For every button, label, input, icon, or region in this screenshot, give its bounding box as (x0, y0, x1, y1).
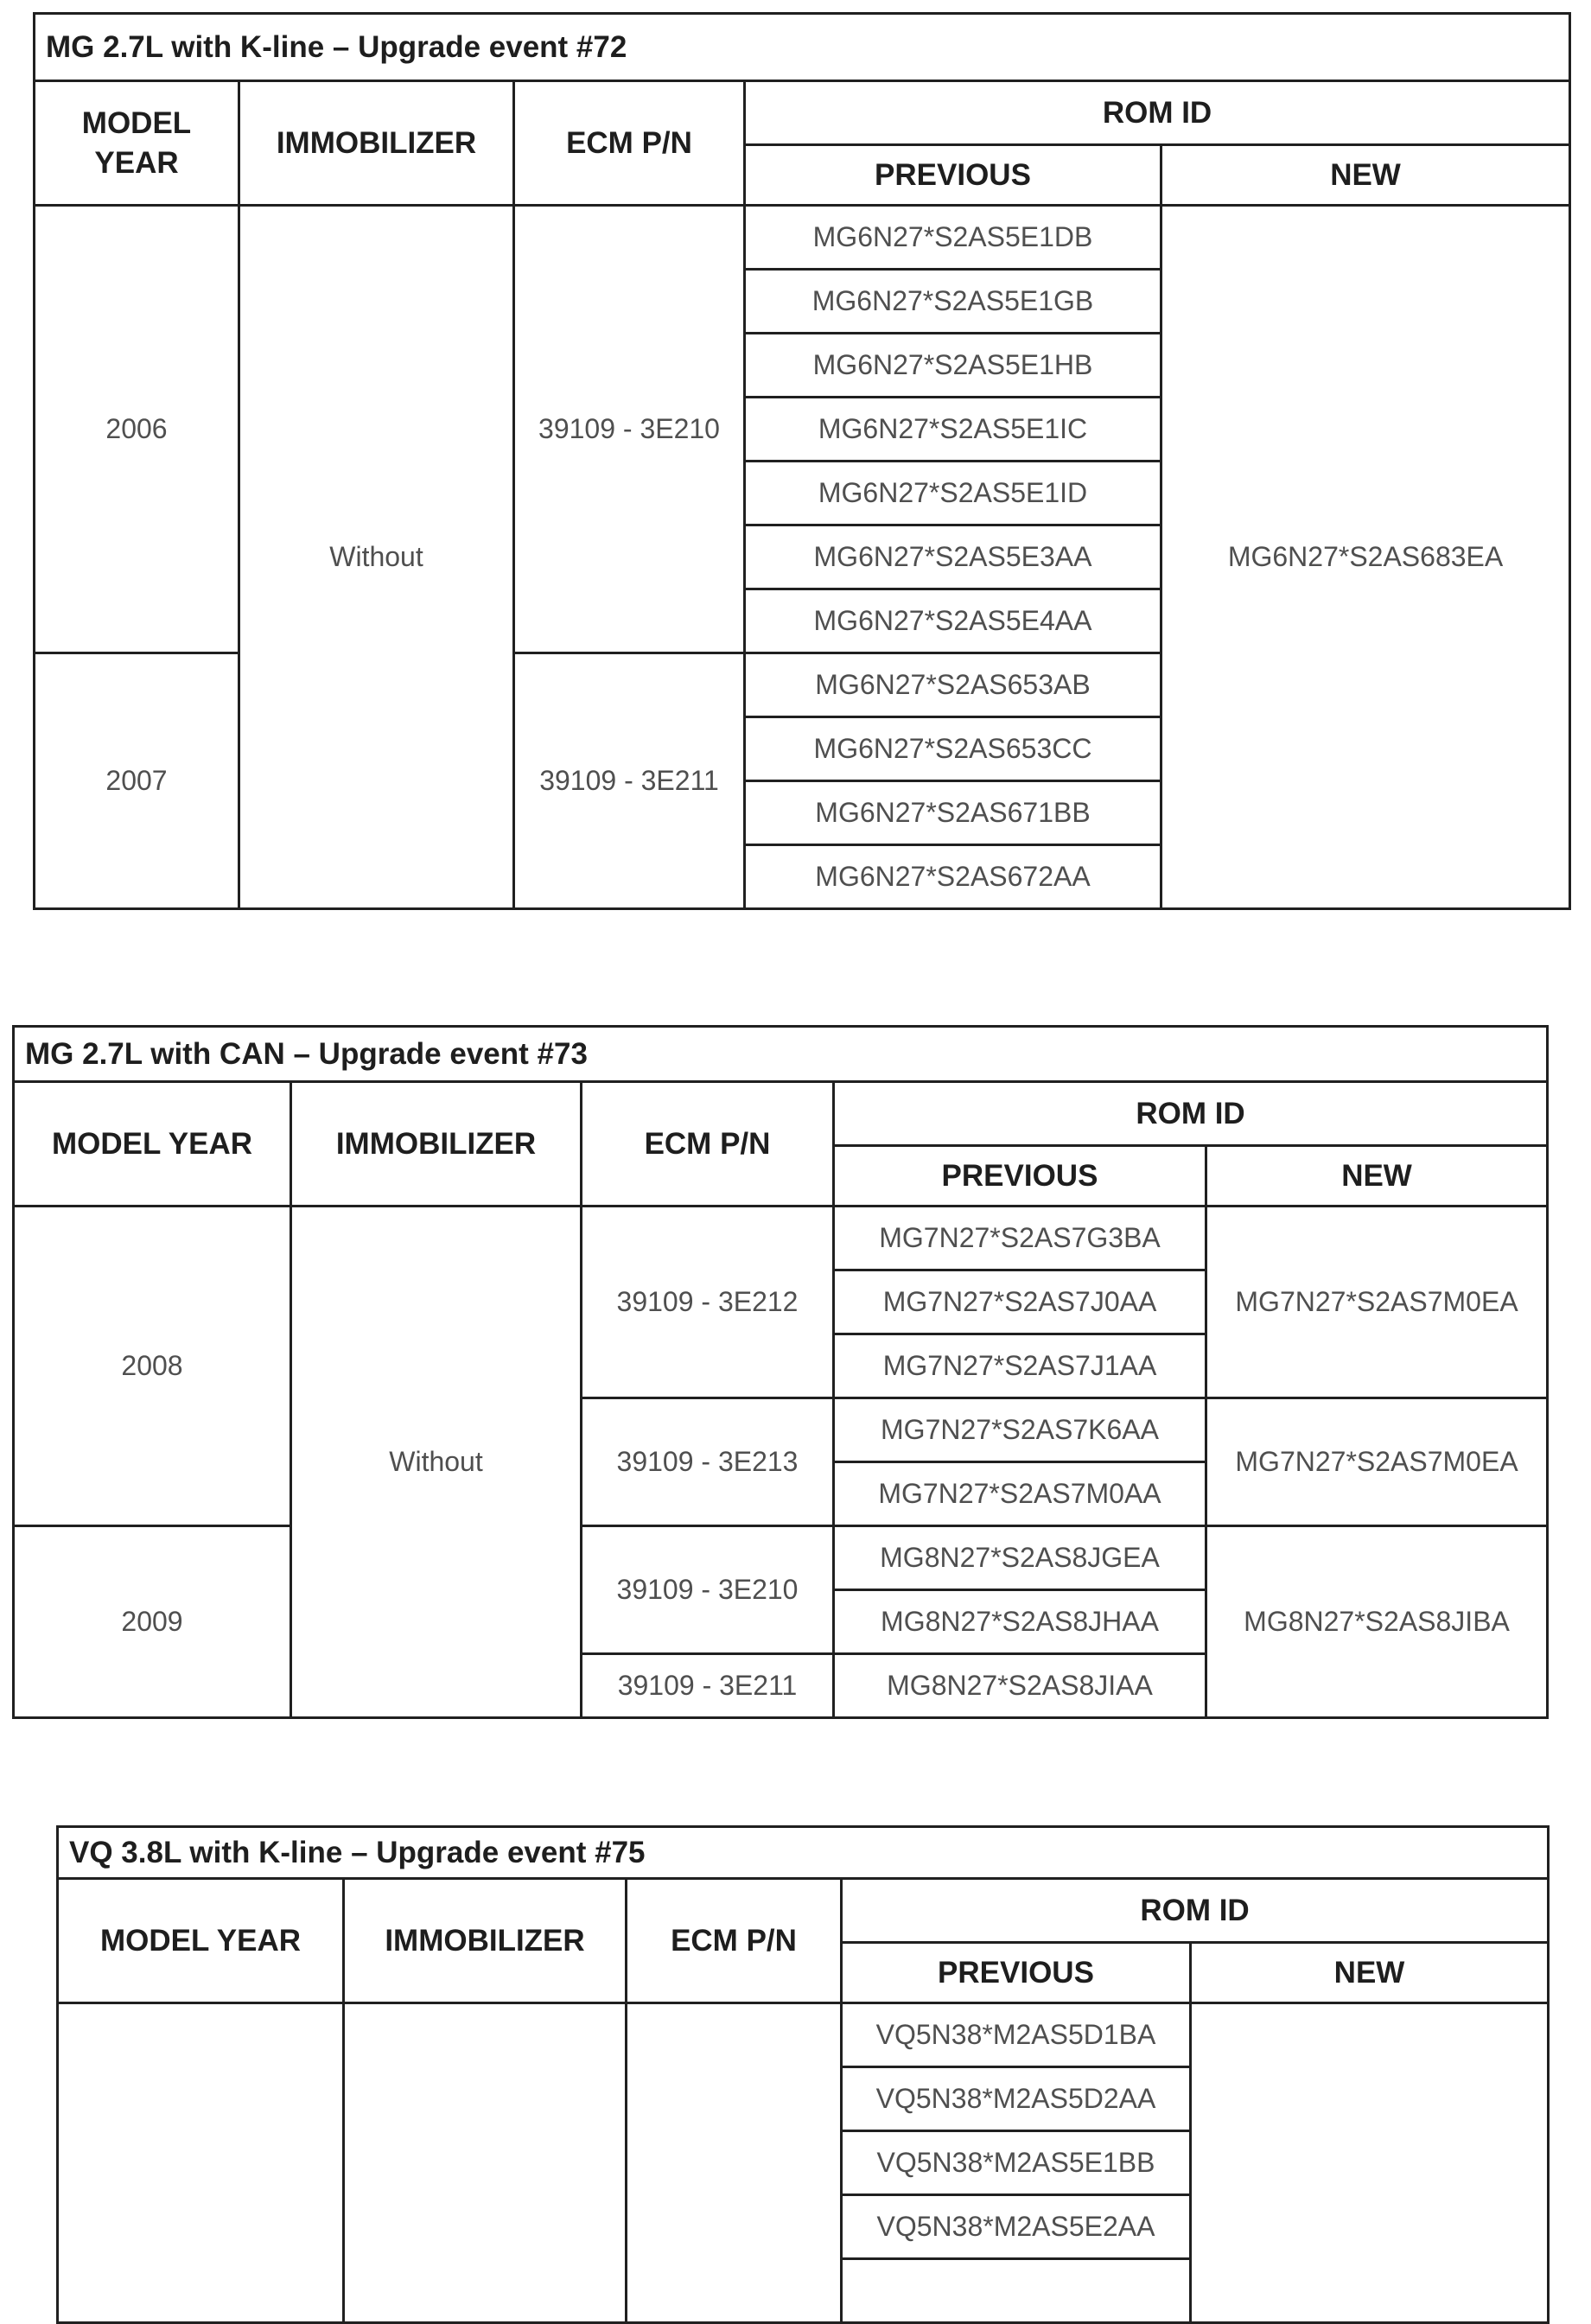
cell-previous-rom-id-partial (842, 2259, 1191, 2323)
cell-previous-rom-id: VQ5N38*M2AS5E1BB (842, 2131, 1191, 2195)
header-rom-id: ROM ID (842, 1879, 1549, 1943)
cell-model-year (58, 2003, 344, 2323)
cell-previous-rom-id: MG6N27*S2AS5E1ID (745, 462, 1161, 525)
header-rom-id: ROM ID (834, 1082, 1548, 1146)
cell-previous-rom-id: MG7N27*S2AS7M0AA (834, 1462, 1206, 1526)
cell-new-rom-id: MG7N27*S2AS7M0EA (1206, 1398, 1548, 1526)
cell-previous-rom-id: MG6N27*S2AS5E1GB (745, 270, 1161, 334)
cell-immobilizer (344, 2003, 627, 2323)
cell-previous-rom-id: MG7N27*S2AS7G3BA (834, 1207, 1206, 1270)
cell-ecm-pn: 39109 - 3E213 (582, 1398, 834, 1526)
cell-previous-rom-id: MG6N27*S2AS5E1HB (745, 334, 1161, 398)
header-ecm-pn: ECM P/N (514, 81, 745, 206)
table-title-73: MG 2.7L with CAN – Upgrade event #73 (14, 1027, 1548, 1082)
upgrade-table-72 (33, 12, 1571, 910)
upgrade-table-75 (56, 1825, 1550, 2324)
cell-previous-rom-id: MG8N27*S2AS8JGEA (834, 1526, 1206, 1590)
cell-model-year: 2007 (35, 653, 239, 909)
header-immobilizer: IMMOBILIZER (344, 1879, 627, 2003)
header-new: NEW (1206, 1146, 1548, 1207)
table-title-75: VQ 3.8L with K-line – Upgrade event #75 (58, 1827, 1549, 1879)
upgrade-table-73 (12, 1025, 1549, 1719)
cell-previous-rom-id: MG7N27*S2AS7K6AA (834, 1398, 1206, 1462)
header-ecm-pn: ECM P/N (627, 1879, 842, 2003)
cell-ecm-pn (627, 2003, 842, 2323)
cell-previous-rom-id: MG8N27*S2AS8JIAA (834, 1654, 1206, 1718)
header-new: NEW (1161, 145, 1570, 206)
cell-previous-rom-id: VQ5N38*M2AS5E2AA (842, 2195, 1191, 2259)
header-model-year-line1: MODEL (81, 106, 192, 140)
header-previous: PREVIOUS (842, 1943, 1191, 2003)
cell-immobilizer: Without (291, 1207, 582, 1718)
cell-ecm-pn: 39109 - 3E212 (582, 1207, 834, 1398)
header-ecm-pn: ECM P/N (582, 1082, 834, 1207)
header-model-year: MODEL YEAR (58, 1879, 344, 2003)
header-immobilizer: IMMOBILIZER (239, 81, 514, 206)
cell-previous-rom-id: MG6N27*S2AS5E3AA (745, 525, 1161, 589)
header-rom-id: ROM ID (745, 81, 1570, 145)
cell-previous-rom-id: MG6N27*S2AS5E1IC (745, 398, 1161, 462)
cell-model-year: 2006 (35, 206, 239, 653)
cell-ecm-pn: 39109 - 3E211 (514, 653, 745, 909)
header-model-year-line2: YEAR (94, 145, 179, 180)
header-model-year (35, 81, 239, 206)
header-model-year: MODEL YEAR (14, 1082, 291, 1207)
cell-new-rom-id: MG8N27*S2AS8JIBA (1206, 1526, 1548, 1718)
cell-previous-rom-id: MG6N27*S2AS672AA (745, 845, 1161, 909)
table-title-72: MG 2.7L with K-line – Upgrade event #72 (35, 14, 1570, 81)
header-previous: PREVIOUS (745, 145, 1161, 206)
cell-new-rom-id: MG6N27*S2AS683EA (1161, 206, 1570, 909)
cell-model-year: 2008 (14, 1207, 291, 1526)
cell-model-year: 2009 (14, 1526, 291, 1718)
cell-new-rom-id: MG7N27*S2AS7M0EA (1206, 1207, 1548, 1398)
cell-previous-rom-id: MG6N27*S2AS671BB (745, 781, 1161, 845)
cell-immobilizer: Without (239, 206, 514, 909)
cell-previous-rom-id: MG7N27*S2AS7J0AA (834, 1270, 1206, 1334)
header-new: NEW (1191, 1943, 1549, 2003)
cell-previous-rom-id: MG6N27*S2AS653AB (745, 653, 1161, 717)
cell-ecm-pn: 39109 - 3E210 (582, 1526, 834, 1654)
cell-ecm-pn: 39109 - 3E210 (514, 206, 745, 653)
cell-previous-rom-id: VQ5N38*M2AS5D1BA (842, 2003, 1191, 2067)
header-immobilizer: IMMOBILIZER (291, 1082, 582, 1207)
cell-previous-rom-id: MG8N27*S2AS8JHAA (834, 1590, 1206, 1654)
cell-previous-rom-id: MG6N27*S2AS653CC (745, 717, 1161, 781)
cell-previous-rom-id: MG7N27*S2AS7J1AA (834, 1334, 1206, 1398)
cell-ecm-pn: 39109 - 3E211 (582, 1654, 834, 1718)
cell-new-rom-id (1191, 2003, 1549, 2323)
cell-previous-rom-id: MG6N27*S2AS5E4AA (745, 589, 1161, 653)
cell-previous-rom-id: MG6N27*S2AS5E1DB (745, 206, 1161, 270)
cell-previous-rom-id: VQ5N38*M2AS5D2AA (842, 2067, 1191, 2131)
header-previous: PREVIOUS (834, 1146, 1206, 1207)
